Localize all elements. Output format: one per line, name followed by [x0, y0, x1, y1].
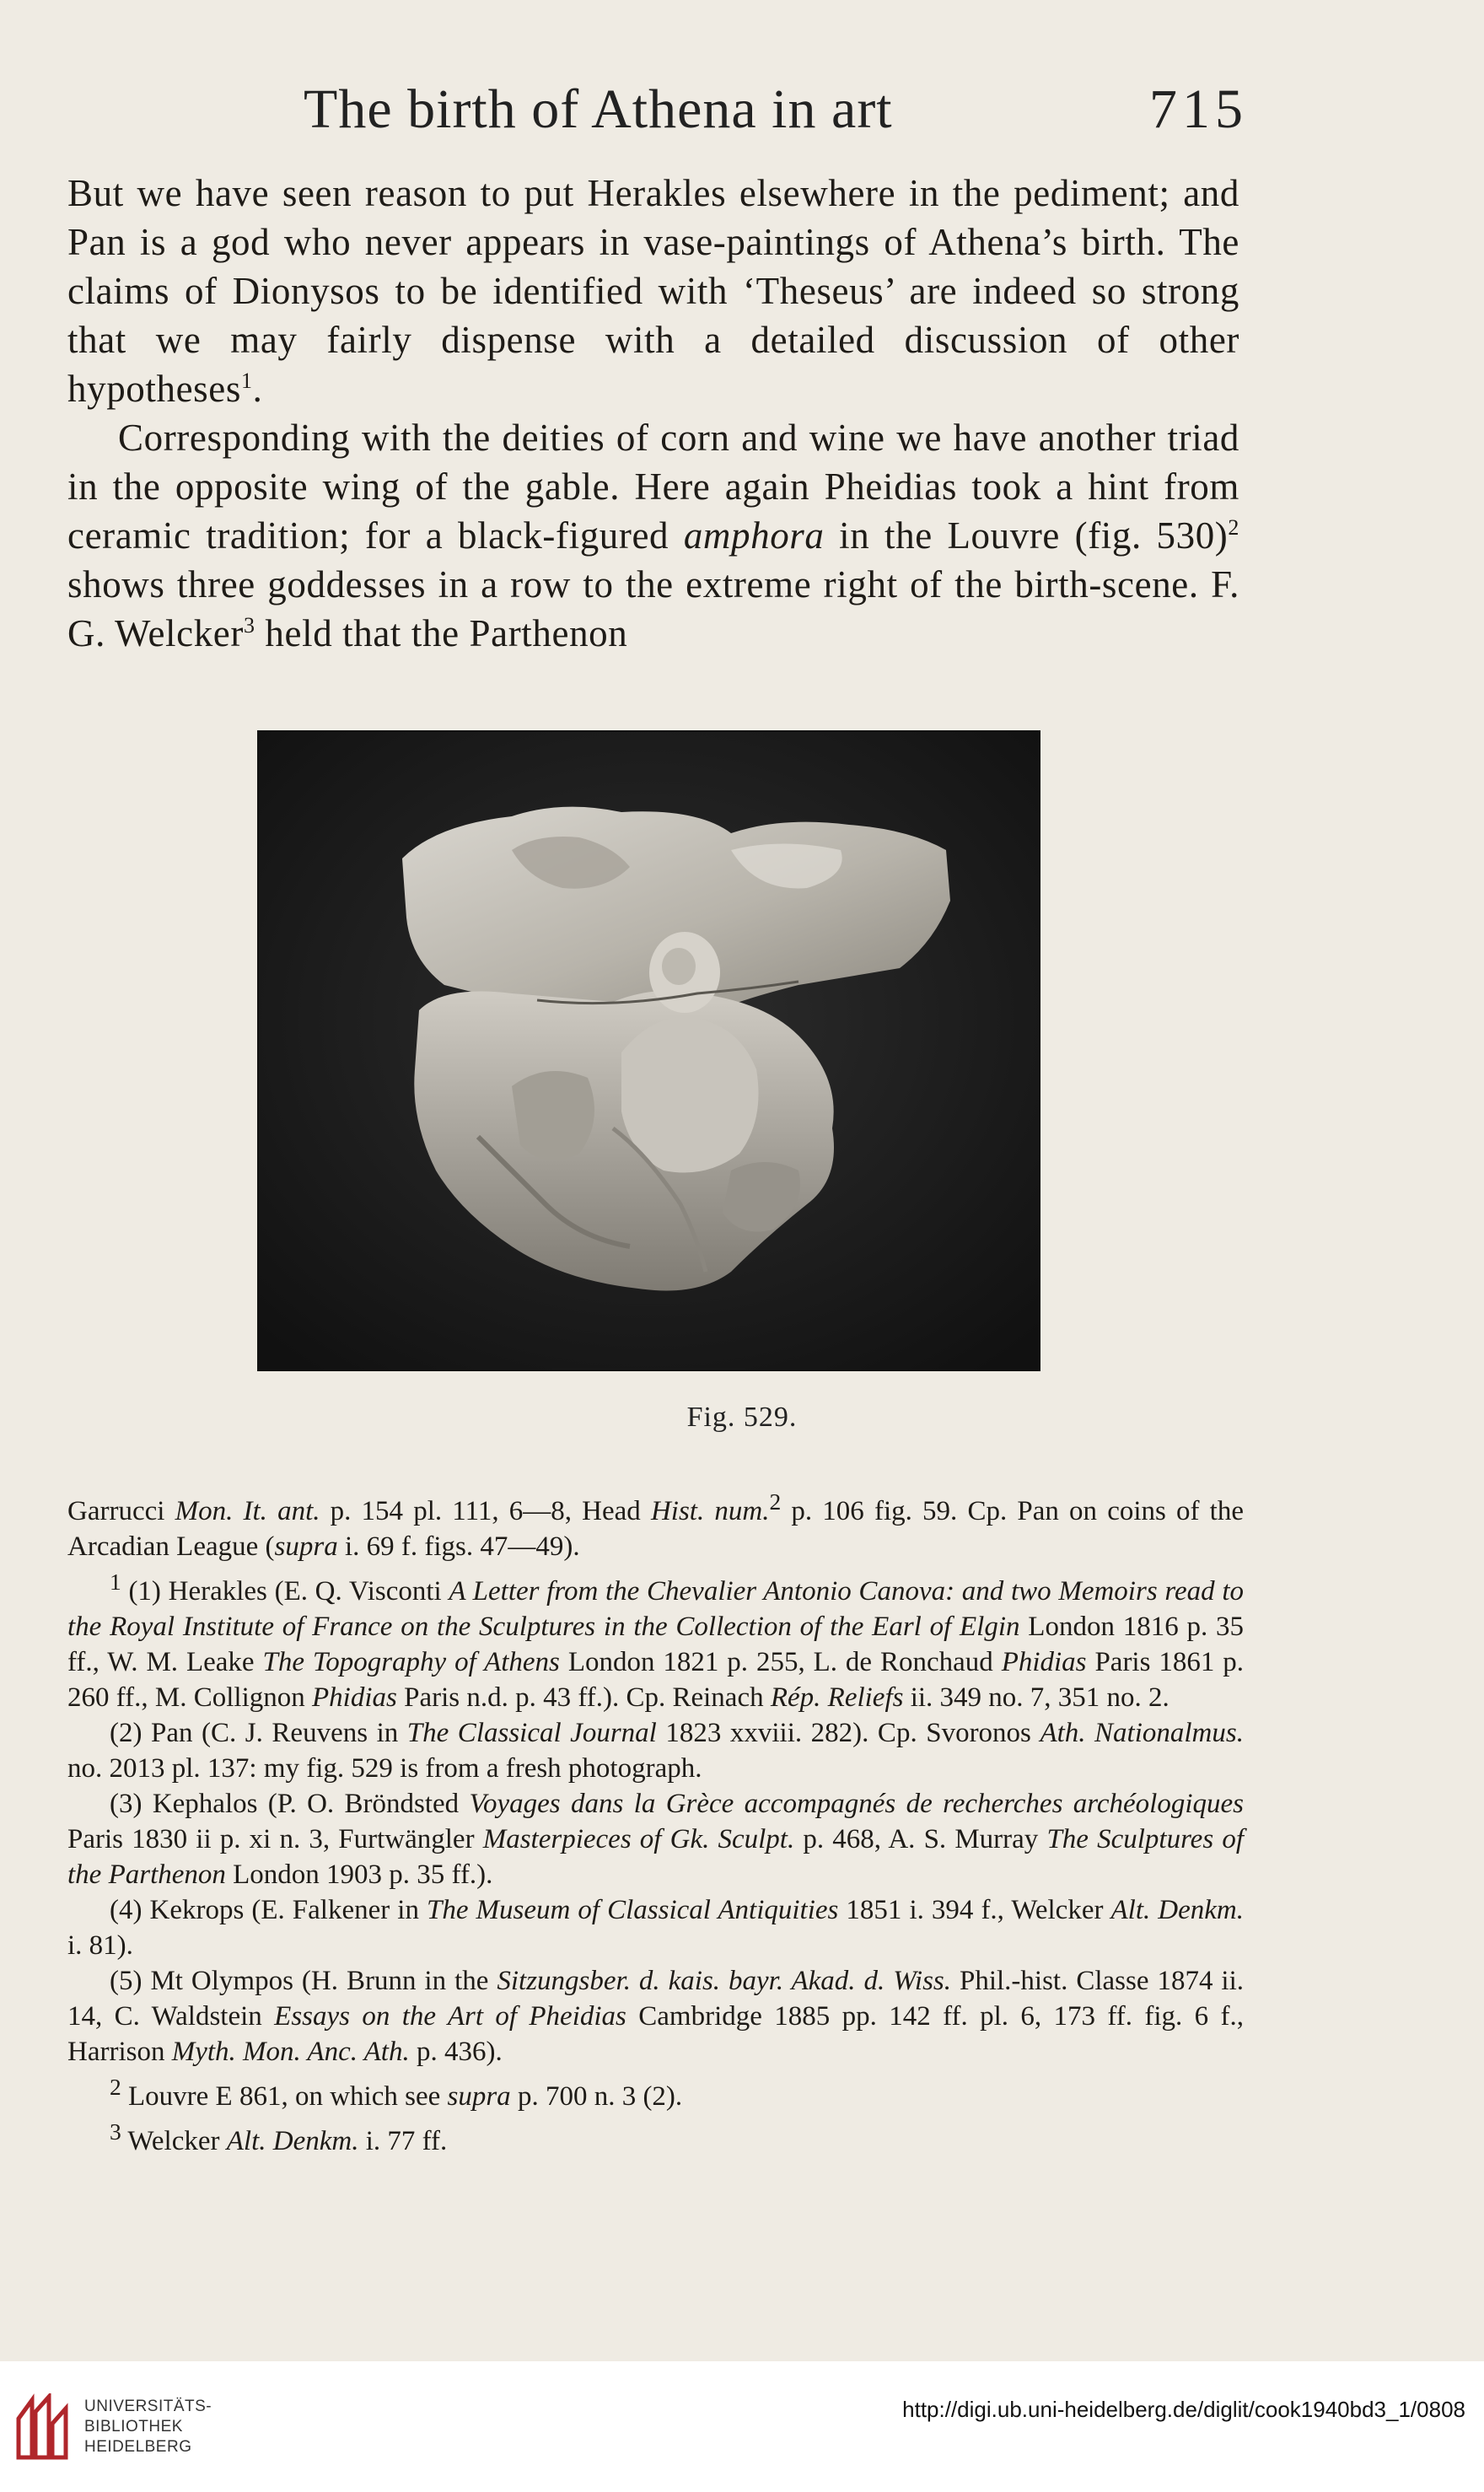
source-url-link[interactable]: http://digi.ub.uni-heidelberg.de/diglit/cook1940bd3_1/0808	[902, 2397, 1465, 2422]
page-header	[304, 78, 1248, 153]
paragraph	[67, 413, 1239, 658]
figure-caption: Fig. 529.	[686, 1402, 798, 1433]
paragraph	[67, 169, 1239, 413]
paragraph-text: shows three goddesses in a row to the extreme right of the birth-scene. F. G. Welcker	[67, 563, 1239, 654]
body-text	[67, 169, 1239, 658]
paragraph-text: But we have seen reason to put Herakles elsewhere in the pediment; and Pan is a god who never appears in vase-paintings of Athena’s birth. The claims of Dionysos to be identified with ‘Theseus’ are indeed so strong that we may fairly dispense with a detailed discussion of other hypotheses	[67, 172, 1239, 410]
footnote: Garrucci Mon. It. ant. p. 154 pl. 111, 6—8, Head Hist. num.$^2$ p. 106 fig. 59. Cp. Pan on coins of the Arcadian League (supra i. 69 f. figs. 47—49).	[67, 1488, 1244, 1562]
footnote: (4) Kekrops (E. Falkener in The Museum of Classical Antiquities 1851 i. 394 f., Welcker Alt. Denkm. i. 81).	[67, 1895, 1245, 1961]
footnote-ref: 2	[1228, 515, 1239, 540]
footnotes	[67, 1484, 1244, 2159]
library-logo[interactable]	[15, 2393, 234, 2478]
figure-photograph	[257, 730, 1040, 1371]
paragraph-text: Corresponding with the deities of corn and wine we have another triad in the opposite wing of the gable. Here again Pheidias took a hint from ceramic tradition; for a black-figured	[67, 417, 1239, 557]
heidelberg-library-logo-icon	[15, 2393, 69, 2461]
footnote: $^2$ Louvre E 861, on which see supra p. 700 n. 3 (2).	[110, 2074, 683, 2112]
paragraph-text: held that the Parthenon	[255, 612, 628, 654]
relief-fragment-image	[259, 732, 1039, 1370]
footnote: (3) Kephalos (P. O. Bröndsted Voyages dans la Grèce accompagnés de recherches archéologiques Paris 1830 ii p. xi n. 3, Furtwängler Masterpieces of Gk. Sculpt. p. 468, A. S. Murray The Sculptures of the Parthenon London 1903 p. 35 ff.).	[67, 1789, 1244, 1890]
paragraph-text: in the Louvre (fig. 530)	[824, 514, 1229, 557]
library-logo-text	[84, 2397, 212, 2457]
footnote-ref: 1	[240, 369, 253, 393]
running-title: The birth of Athena in art	[304, 78, 893, 140]
footnote: (5) Mt Olympos (H. Brunn in the Sitzungsber. d. kais. bayr. Akad. d. Wiss. Phil.-hist. Classe 1874 ii. 14, C. Waldstein Essays on the Art of Pheidias Cambridge 1885 pp. 142 ff. pl. 6, 173 ff. fig. 6 f., Harrison Myth. Mon. Anc. Ath. p. 436).	[67, 1966, 1245, 2067]
paragraph-text: .	[252, 368, 263, 410]
logo-line: BIBLIOTHEK	[84, 2418, 183, 2435]
footnote: $^3$ Welcker Alt. Denkm. i. 77 ff.	[110, 2118, 448, 2156]
footnote: $^1$ (1) Herakles (E. Q. Visconti A Letter from the Chevalier Antonio Canova: and two Memoirs read to the Royal Institute of France on the Sculptures in the Collection of the Earl of Elgin London 1816 p. 35 ff., W. M. Leake The Topography of Athens London 1821 p. 255, L. de Ronchaud Phidias Paris 1861 p. 260 ff., M. Collignon Phidias Paris n.d. p. 43 ff.). Cp. Reinach Rép. Reliefs ii. 349 no. 7, 351 no. 2.	[67, 1569, 1244, 1713]
page-number: 715	[1149, 78, 1248, 140]
footnote: (2) Pan (C. J. Reuvens in The Classical Journal 1823 xxviii. 282). Cp. Svoronos Ath. Nationalmus. no. 2013 pl. 137: my fig. 529 is from a fresh photograph.	[67, 1718, 1244, 1784]
italic-term: amphora	[683, 514, 825, 557]
footnote-ref: 3	[243, 613, 255, 638]
logo-line: UNIVERSITÄTS-	[84, 2398, 212, 2415]
logo-line: HEIDELBERG	[84, 2438, 192, 2456]
